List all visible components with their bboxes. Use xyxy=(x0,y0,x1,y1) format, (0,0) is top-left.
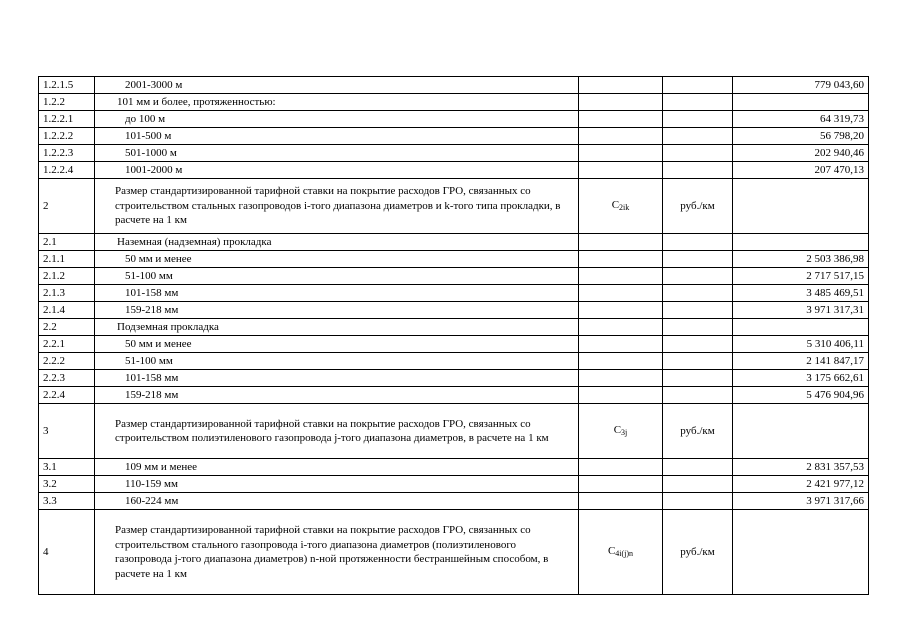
row-code-cell: 3.1 xyxy=(39,459,95,476)
row-name-cell: Подземная прокладка xyxy=(95,319,579,336)
row-code-cell: 2.1 xyxy=(39,234,95,251)
row-unit-cell xyxy=(663,268,733,285)
row-value-cell: 2 141 847,17 xyxy=(733,353,869,370)
row-code-cell: 2.2.1 xyxy=(39,336,95,353)
row-symbol-cell xyxy=(579,128,663,145)
row-value-cell: 2 831 357,53 xyxy=(733,459,869,476)
row-symbol-cell xyxy=(579,370,663,387)
row-value-cell: 3 175 662,61 xyxy=(733,370,869,387)
row-symbol-cell xyxy=(579,145,663,162)
table-row xyxy=(39,285,869,302)
row-symbol-cell xyxy=(579,510,663,595)
row-value-cell: 56 798,20 xyxy=(733,128,869,145)
table-row xyxy=(39,336,869,353)
row-code-cell: 2 xyxy=(39,179,95,234)
table-body xyxy=(39,77,869,595)
row-name-cell: 159-218 мм xyxy=(95,387,579,404)
row-code-cell: 1.2.2 xyxy=(39,94,95,111)
row-symbol-cell xyxy=(579,94,663,111)
row-name-cell: 501-1000 м xyxy=(95,145,579,162)
row-unit-cell xyxy=(663,302,733,319)
row-code-cell: 1.2.2.4 xyxy=(39,162,95,179)
row-name-cell: 101-500 м xyxy=(95,128,579,145)
row-name-cell: 51-100 мм xyxy=(95,268,579,285)
row-name-cell: 160-224 мм xyxy=(95,493,579,510)
row-unit-cell xyxy=(663,162,733,179)
row-code-cell: 2.2.2 xyxy=(39,353,95,370)
row-name-cell: 159-218 мм xyxy=(95,302,579,319)
row-unit-cell xyxy=(663,77,733,94)
row-value-cell: 2 717 517,15 xyxy=(733,268,869,285)
row-name-cell: 50 мм и менее xyxy=(95,336,579,353)
symbol-letter: C xyxy=(607,544,616,557)
row-symbol-cell xyxy=(579,77,663,94)
tariff-rates-table xyxy=(38,76,869,595)
symbol-subscript: 3j xyxy=(621,427,628,437)
row-name-cell: 1001-2000 м xyxy=(95,162,579,179)
row-name-cell: 50 мм и менее xyxy=(95,251,579,268)
row-name-cell: 101-158 мм xyxy=(95,370,579,387)
row-code-cell: 2.2.3 xyxy=(39,370,95,387)
symbol-subscript: 2ik xyxy=(619,202,630,212)
row-code-cell: 2.2.4 xyxy=(39,387,95,404)
row-code-cell: 1.2.2.3 xyxy=(39,145,95,162)
table-row xyxy=(39,94,869,111)
row-symbol-cell xyxy=(579,111,663,128)
table-row xyxy=(39,162,869,179)
row-unit-cell xyxy=(663,145,733,162)
row-unit-cell xyxy=(663,111,733,128)
row-symbol-cell xyxy=(579,285,663,302)
row-unit-cell xyxy=(663,234,733,251)
row-unit-cell xyxy=(663,370,733,387)
row-value-cell: 2 503 386,98 xyxy=(733,251,869,268)
row-symbol-cell xyxy=(579,319,663,336)
row-code-cell: 3.3 xyxy=(39,493,95,510)
row-unit-cell xyxy=(663,251,733,268)
table-row xyxy=(39,404,869,459)
row-symbol-cell xyxy=(579,493,663,510)
table-row xyxy=(39,77,869,94)
row-symbol-cell xyxy=(579,179,663,234)
row-unit-cell: руб./км xyxy=(663,510,733,595)
symbol-letter: C xyxy=(611,198,620,211)
row-name-cell: 109 мм и менее xyxy=(95,459,579,476)
table-row xyxy=(39,128,869,145)
row-value-cell: 3 971 317,31 xyxy=(733,302,869,319)
row-symbol-cell xyxy=(579,268,663,285)
row-name-cell: Наземная (надземная) прокладка xyxy=(95,234,579,251)
row-unit-cell xyxy=(663,459,733,476)
row-unit-cell xyxy=(663,128,733,145)
table-row xyxy=(39,387,869,404)
table-row xyxy=(39,251,869,268)
row-value-cell: 5 476 904,96 xyxy=(733,387,869,404)
row-symbol-cell xyxy=(579,476,663,493)
table-row xyxy=(39,319,869,336)
row-symbol-cell xyxy=(579,251,663,268)
row-symbol-cell xyxy=(579,302,663,319)
row-code-cell: 1.2.2.1 xyxy=(39,111,95,128)
row-name-cell: 101 мм и более, протяженностью: xyxy=(95,94,579,111)
row-symbol-cell xyxy=(579,387,663,404)
row-unit-cell xyxy=(663,493,733,510)
table-row xyxy=(39,145,869,162)
row-unit-cell xyxy=(663,94,733,111)
row-code-cell: 1.2.1.5 xyxy=(39,77,95,94)
row-name-cell: 110-159 мм xyxy=(95,476,579,493)
row-value-cell xyxy=(733,510,869,595)
row-symbol-cell xyxy=(579,459,663,476)
row-symbol-cell xyxy=(579,336,663,353)
table-row xyxy=(39,370,869,387)
row-value-cell xyxy=(733,319,869,336)
row-value-cell: 3 971 317,66 xyxy=(733,493,869,510)
row-unit-cell xyxy=(663,285,733,302)
table-row xyxy=(39,234,869,251)
row-code-cell: 3 xyxy=(39,404,95,459)
row-code-cell: 2.1.1 xyxy=(39,251,95,268)
row-code-cell: 2.1.4 xyxy=(39,302,95,319)
row-unit-cell xyxy=(663,353,733,370)
row-code-cell: 2.1.3 xyxy=(39,285,95,302)
table-row xyxy=(39,179,869,234)
table-row xyxy=(39,268,869,285)
row-name-cell: 101-158 мм xyxy=(95,285,579,302)
row-code-cell: 1.2.2.2 xyxy=(39,128,95,145)
table-row xyxy=(39,353,869,370)
row-symbol-cell xyxy=(579,234,663,251)
row-name-cell: Размер стандартизированной тарифной ставки на покрытие расходов ГРО, связанных со строительством стального газопровода i-того диапазона диаметров (полиэтиленового газопровода j-того диапазона диаметров) n-ной протяженности бестраншейным способом, в расчете на 1 км xyxy=(95,510,579,595)
row-value-cell xyxy=(733,404,869,459)
table-row xyxy=(39,111,869,128)
table-row xyxy=(39,302,869,319)
row-value-cell: 2 421 977,12 xyxy=(733,476,869,493)
table-row xyxy=(39,510,869,595)
row-code-cell: 2.2 xyxy=(39,319,95,336)
row-value-cell: 779 043,60 xyxy=(733,77,869,94)
row-value-cell xyxy=(733,234,869,251)
symbol-subscript: 4i(j)n xyxy=(615,548,634,558)
row-unit-cell: руб./км xyxy=(663,404,733,459)
row-name-cell: Размер стандартизированной тарифной ставки на покрытие расходов ГРО, связанных со строительством стальных газопроводов i-того диапазона диаметров и k-того типа прокладки, в расчете на 1 км xyxy=(95,179,579,234)
row-code-cell: 4 xyxy=(39,510,95,595)
row-unit-cell xyxy=(663,319,733,336)
symbol-letter: C xyxy=(613,423,622,436)
row-code-cell: 3.2 xyxy=(39,476,95,493)
row-code-cell: 2.1.2 xyxy=(39,268,95,285)
row-value-cell: 202 940,46 xyxy=(733,145,869,162)
row-value-cell xyxy=(733,179,869,234)
table-row xyxy=(39,459,869,476)
row-symbol-cell xyxy=(579,404,663,459)
row-unit-cell xyxy=(663,476,733,493)
row-symbol-cell xyxy=(579,353,663,370)
row-unit-cell xyxy=(663,336,733,353)
table-row xyxy=(39,493,869,510)
row-name-cell: до 100 м xyxy=(95,111,579,128)
row-value-cell: 207 470,13 xyxy=(733,162,869,179)
row-name-cell: Размер стандартизированной тарифной ставки на покрытие расходов ГРО, связанных со строительством полиэтиленового газопровода j-того диапазона диаметров, в расчете на 1 км xyxy=(95,404,579,459)
row-value-cell: 5 310 406,11 xyxy=(733,336,869,353)
row-unit-cell xyxy=(663,387,733,404)
row-symbol-cell xyxy=(579,162,663,179)
row-value-cell xyxy=(733,94,869,111)
row-unit-cell: руб./км xyxy=(663,179,733,234)
row-value-cell: 3 485 469,51 xyxy=(733,285,869,302)
row-value-cell: 64 319,73 xyxy=(733,111,869,128)
row-name-cell: 2001-3000 м xyxy=(95,77,579,94)
row-name-cell: 51-100 мм xyxy=(95,353,579,370)
table-row xyxy=(39,476,869,493)
